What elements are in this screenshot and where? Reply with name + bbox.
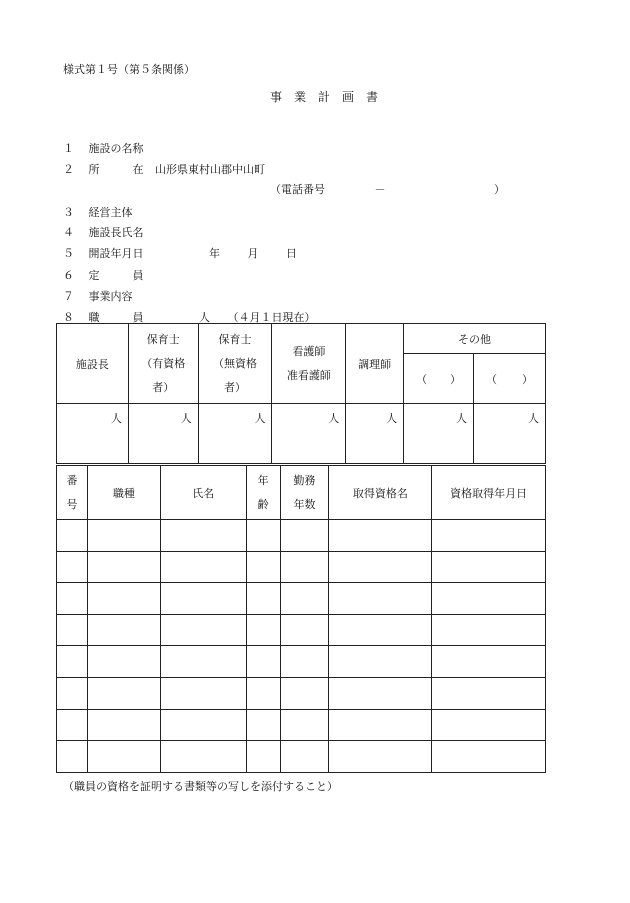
cell-qualification[interactable] [329, 709, 432, 741]
header-job: 職種 [87, 466, 160, 520]
item-label: 施設長氏名 [88, 226, 144, 239]
item-business-content [63, 288, 133, 304]
cell-no[interactable] [57, 709, 88, 741]
item-number: ２ [63, 163, 74, 176]
cell-years[interactable] [280, 520, 329, 552]
item-opening-date [63, 245, 297, 261]
phone-dash: － [374, 183, 386, 196]
header-no: 番 号 [57, 466, 88, 520]
item-operator [63, 204, 133, 220]
cell-name[interactable] [160, 709, 246, 741]
count-nurse: 人 [272, 404, 346, 464]
cell-qualified-date[interactable] [432, 646, 546, 678]
item-number: ３ [63, 206, 74, 219]
item-facility-name [63, 140, 144, 156]
cell-qualification[interactable] [329, 551, 432, 583]
cell-qualification[interactable] [329, 520, 432, 552]
count-cook: 人 [346, 404, 404, 464]
cell-job[interactable] [87, 677, 160, 709]
item-label: 施設の名称 [88, 142, 144, 155]
item-director-name [63, 224, 144, 240]
cell-name[interactable] [160, 677, 246, 709]
cell-job[interactable] [87, 520, 160, 552]
cell-no[interactable] [57, 583, 88, 615]
cell-no[interactable] [57, 741, 88, 773]
count-director: 人 [57, 404, 129, 464]
count-nursery-qualified: 人 [128, 404, 198, 464]
item-number: ７ [63, 290, 74, 303]
cell-no[interactable] [57, 520, 88, 552]
header-qualification: 取得資格名 [329, 466, 432, 520]
cell-years[interactable] [280, 583, 329, 615]
item-number: ５ [63, 247, 74, 260]
cell-name[interactable] [160, 520, 246, 552]
cell-job[interactable] [87, 583, 160, 615]
month-unit: 月 [247, 247, 259, 260]
cell-years[interactable] [280, 709, 329, 741]
item-number: １ [63, 142, 74, 155]
count-other-1: 人 [404, 404, 474, 464]
cell-name[interactable] [160, 646, 246, 678]
item-number: ６ [63, 269, 74, 282]
phone-line [270, 181, 505, 197]
cell-qualified-date[interactable] [432, 551, 546, 583]
cell-years[interactable] [280, 646, 329, 678]
other-slot-2: （ ） [474, 354, 546, 404]
other-slot-1: （ ） [404, 354, 474, 404]
item-label: 事業内容 [88, 290, 133, 303]
count-other-2: 人 [474, 404, 546, 464]
header-name: 氏名 [160, 466, 246, 520]
item-label: 所 在 [88, 163, 144, 176]
cell-qualification[interactable] [329, 646, 432, 678]
cell-job[interactable] [87, 614, 160, 646]
cell-age[interactable] [246, 646, 280, 678]
header-years: 勤務 年数 [280, 466, 329, 520]
cell-job[interactable] [87, 709, 160, 741]
cell-job[interactable] [87, 741, 160, 773]
table-row [57, 677, 546, 709]
cell-age[interactable] [246, 677, 280, 709]
location-value: 山形県東村山郡中山町 [155, 163, 265, 176]
item-number: ４ [63, 226, 74, 239]
cell-qualified-date[interactable] [432, 614, 546, 646]
item-label: 経営主体 [88, 206, 133, 219]
document-title: 事業計画書 [270, 90, 391, 104]
table-row [57, 520, 546, 552]
header-nursery-unqualified: 保育士 （無資格 者） [198, 324, 272, 404]
header-nurse: 看護師 准看護師 [272, 324, 346, 404]
header-nursery-qualified: 保育士 （有資格 者） [128, 324, 198, 404]
cell-name[interactable] [160, 583, 246, 615]
table-row [57, 741, 546, 773]
cell-age[interactable] [246, 741, 280, 773]
header-other: その他 [404, 324, 546, 354]
cell-no[interactable] [57, 551, 88, 583]
cell-qualified-date[interactable] [432, 741, 546, 773]
footnote: （職員の資格を証明する書類等の写しを添付すること） [63, 780, 338, 793]
cell-no[interactable] [57, 614, 88, 646]
staff-count-table [56, 323, 546, 464]
cell-no[interactable] [57, 646, 88, 678]
header-age: 年 齢 [246, 466, 280, 520]
cell-qualified-date[interactable] [432, 520, 546, 552]
year-unit: 年 [209, 247, 220, 260]
table-row [57, 583, 546, 615]
table-row [57, 709, 546, 741]
table-row [57, 551, 546, 583]
header-cook: 調理師 [346, 324, 404, 404]
cell-qualified-date[interactable] [432, 677, 546, 709]
staff-unit: 人 [199, 311, 210, 324]
cell-age[interactable] [246, 551, 280, 583]
count-nursery-unqualified: 人 [198, 404, 272, 464]
cell-job[interactable] [87, 646, 160, 678]
cell-age[interactable] [246, 614, 280, 646]
cell-name[interactable] [160, 741, 246, 773]
phone-close: ） [494, 183, 505, 196]
staff-roster-table [56, 465, 546, 773]
cell-age[interactable] [246, 520, 280, 552]
item-number: ８ [63, 311, 74, 324]
cell-years[interactable] [280, 551, 329, 583]
cell-years[interactable] [280, 741, 329, 773]
cell-years[interactable] [280, 614, 329, 646]
cell-job[interactable] [87, 551, 160, 583]
cell-qualification[interactable] [329, 677, 432, 709]
phone-label: （電話番号 [270, 183, 325, 196]
cell-qualified-date[interactable] [432, 583, 546, 615]
cell-qualified-date[interactable] [432, 709, 546, 741]
staff-as-of: （４月１日現在） [227, 311, 316, 324]
cell-age[interactable] [246, 583, 280, 615]
item-label: 職 員 [88, 311, 144, 324]
cell-qualification[interactable] [329, 583, 432, 615]
header-qualified-date: 資格取得年月日 [432, 466, 546, 520]
cell-qualification[interactable] [329, 741, 432, 773]
item-label: 定 員 [88, 269, 144, 282]
cell-years[interactable] [280, 677, 329, 709]
header-director: 施設長 [57, 324, 129, 404]
table-row [57, 646, 546, 678]
item-location [63, 161, 265, 177]
roster-body [57, 520, 546, 773]
form-number: 様式第１号（第５条関係） [63, 63, 195, 76]
cell-age[interactable] [246, 709, 280, 741]
day-unit: 日 [286, 247, 297, 260]
cell-name[interactable] [160, 551, 246, 583]
cell-name[interactable] [160, 614, 246, 646]
cell-qualification[interactable] [329, 614, 432, 646]
item-capacity [63, 267, 144, 283]
item-label: 開設年月日 [88, 247, 144, 260]
table-row [57, 614, 546, 646]
cell-no[interactable] [57, 677, 88, 709]
